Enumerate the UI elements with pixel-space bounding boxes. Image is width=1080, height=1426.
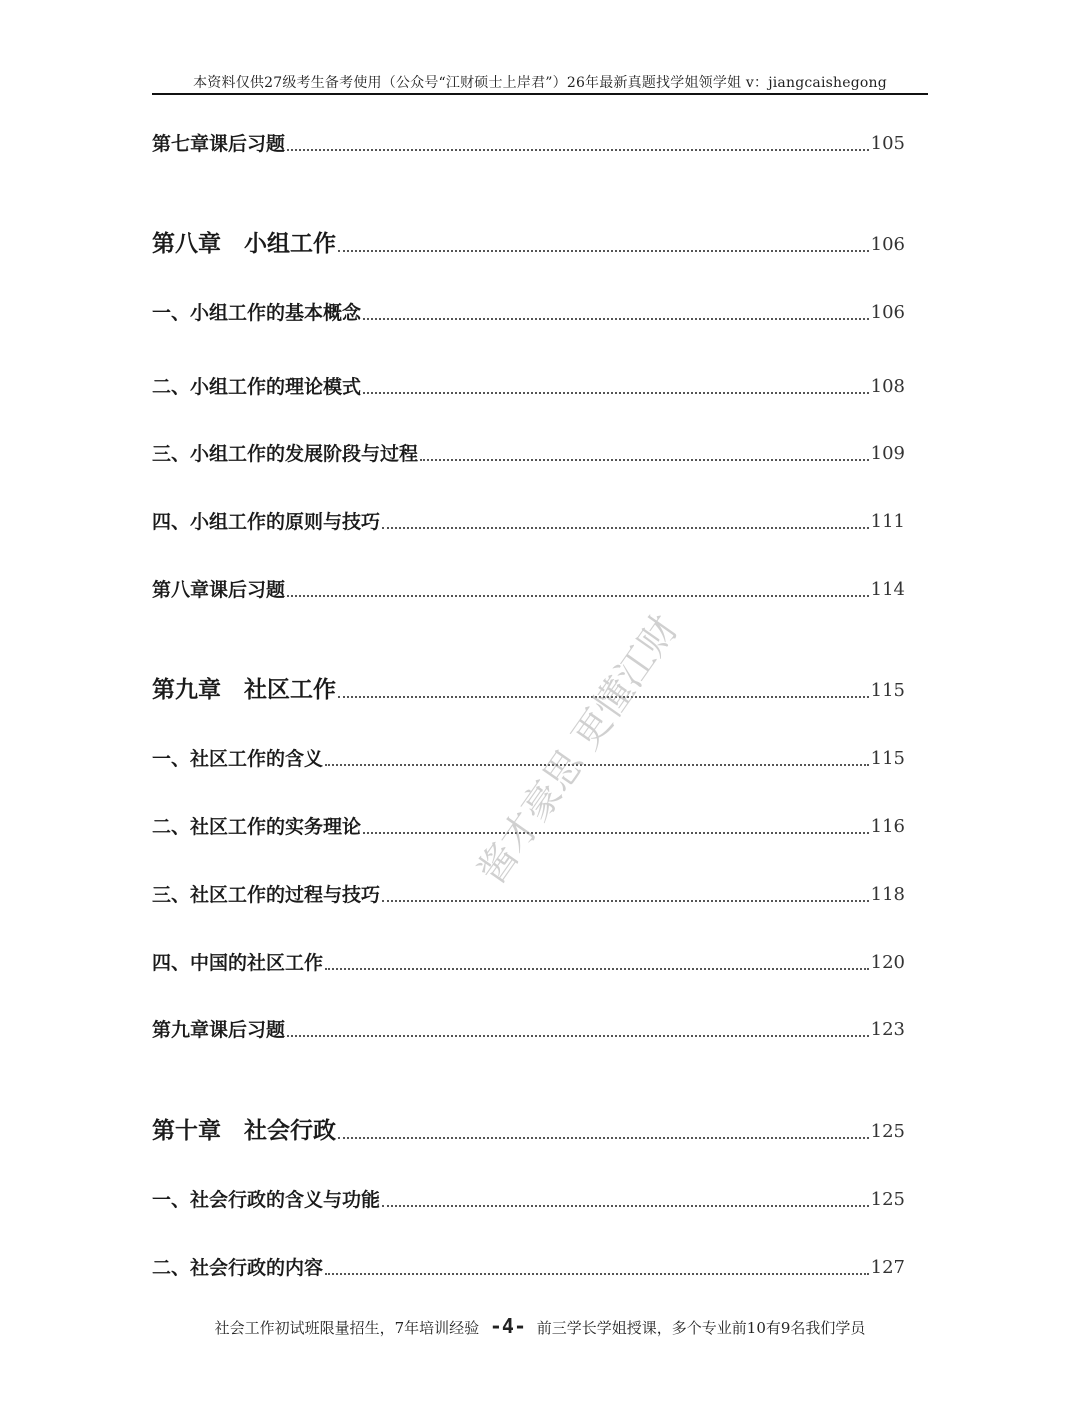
toc-entry-title: 二、社区工作的实务理论 xyxy=(152,816,362,838)
toc-entry xyxy=(152,1012,905,1046)
toc-entry-title: 一、社区工作的含义 xyxy=(152,748,324,770)
toc-entry-title: 二、小组工作的理论模式 xyxy=(152,376,362,398)
toc-entry xyxy=(152,877,905,911)
toc-entry-title: 第九章课后习题 xyxy=(152,1019,286,1041)
toc-entry-page: 115 xyxy=(870,748,905,769)
toc-entry-title: 二、社会行政的内容 xyxy=(152,1257,324,1279)
toc-entry-title: 三、社区工作的过程与技巧 xyxy=(152,884,381,906)
toc-entry-page: 127 xyxy=(870,1257,905,1278)
toc-entry xyxy=(152,295,905,329)
toc-dot-leader xyxy=(420,459,869,461)
toc-entry-page: 111 xyxy=(870,511,905,532)
toc-chapter-entry xyxy=(152,673,905,707)
toc-entry-title: 四、小组工作的原则与技巧 xyxy=(152,511,381,533)
toc-entry-page: 108 xyxy=(870,376,905,397)
toc-entry-page: 125 xyxy=(870,1189,905,1210)
toc-entry xyxy=(152,1250,905,1284)
toc-dot-leader xyxy=(382,900,869,902)
footer-right-text: 前三学长学姐授课，多个专业前10有9名我们学员 xyxy=(536,1319,866,1337)
toc-dot-leader xyxy=(287,149,869,151)
toc-dot-leader xyxy=(287,1035,869,1037)
toc-dot-leader xyxy=(325,1273,869,1275)
toc-entry xyxy=(152,369,905,403)
toc-dot-leader xyxy=(382,527,869,529)
toc-dot-leader xyxy=(363,832,869,834)
toc-entry-page: 118 xyxy=(870,884,905,905)
toc-entry-title: 第八章课后习题 xyxy=(152,579,286,601)
toc-entry-page: 106 xyxy=(870,302,905,323)
toc-entry-page: 109 xyxy=(870,443,905,464)
page-footer xyxy=(0,1314,1080,1338)
toc-entry-page: 105 xyxy=(870,133,905,154)
toc-dot-leader xyxy=(363,392,869,394)
toc-entry-page: 116 xyxy=(870,816,905,837)
toc-dot-leader xyxy=(325,968,869,970)
toc-entry-title: 一、社会行政的含义与功能 xyxy=(152,1189,381,1211)
toc-entry-title: 三、小组工作的发展阶段与过程 xyxy=(152,443,419,465)
toc-entry-page: 123 xyxy=(870,1019,905,1040)
toc-entry xyxy=(152,1182,905,1216)
toc-entry-page: 115 xyxy=(870,680,905,701)
toc-entry-title: 第九章 社区工作 xyxy=(152,676,336,703)
toc-entry-page: 120 xyxy=(870,952,905,973)
toc-chapter-entry xyxy=(152,1114,905,1148)
page-header: 本资料仅供27级考生备考使用（公众号“江财硕士上岸君”）26年最新真题找学姐领学姐 v：jiangcaishegong xyxy=(193,75,887,91)
toc-entry-page: 114 xyxy=(870,579,905,600)
toc-dot-leader xyxy=(287,595,869,597)
toc-dot-leader xyxy=(338,1137,869,1139)
toc-dot-leader xyxy=(382,1205,869,1207)
toc-entry xyxy=(152,126,905,160)
toc-entry xyxy=(152,945,905,979)
toc-chapter-entry xyxy=(152,227,905,261)
header-rule xyxy=(152,93,928,95)
toc-entry-page: 125 xyxy=(870,1121,905,1142)
toc-entry-page: 106 xyxy=(870,234,905,255)
toc-entry xyxy=(152,436,905,470)
toc-dot-leader xyxy=(363,318,869,320)
toc-entry-title: 一、小组工作的基本概念 xyxy=(152,302,362,324)
toc-dot-leader xyxy=(325,764,869,766)
toc-dot-leader xyxy=(338,250,869,252)
toc-entry xyxy=(152,572,905,606)
toc-entry-title: 第十章 社会行政 xyxy=(152,1117,336,1144)
watermark: 酱才豪思 更懂江财 xyxy=(469,607,687,892)
page-number: -4- xyxy=(489,1314,527,1338)
toc-entry xyxy=(152,504,905,538)
toc-entry-title: 第七章课后习题 xyxy=(152,133,286,155)
toc-entry-title: 第八章 小组工作 xyxy=(152,230,336,257)
toc-entry-title: 四、中国的社区工作 xyxy=(152,952,324,974)
footer-left-text: 社会工作初试班限量招生，7年培训经验 xyxy=(214,1319,480,1337)
